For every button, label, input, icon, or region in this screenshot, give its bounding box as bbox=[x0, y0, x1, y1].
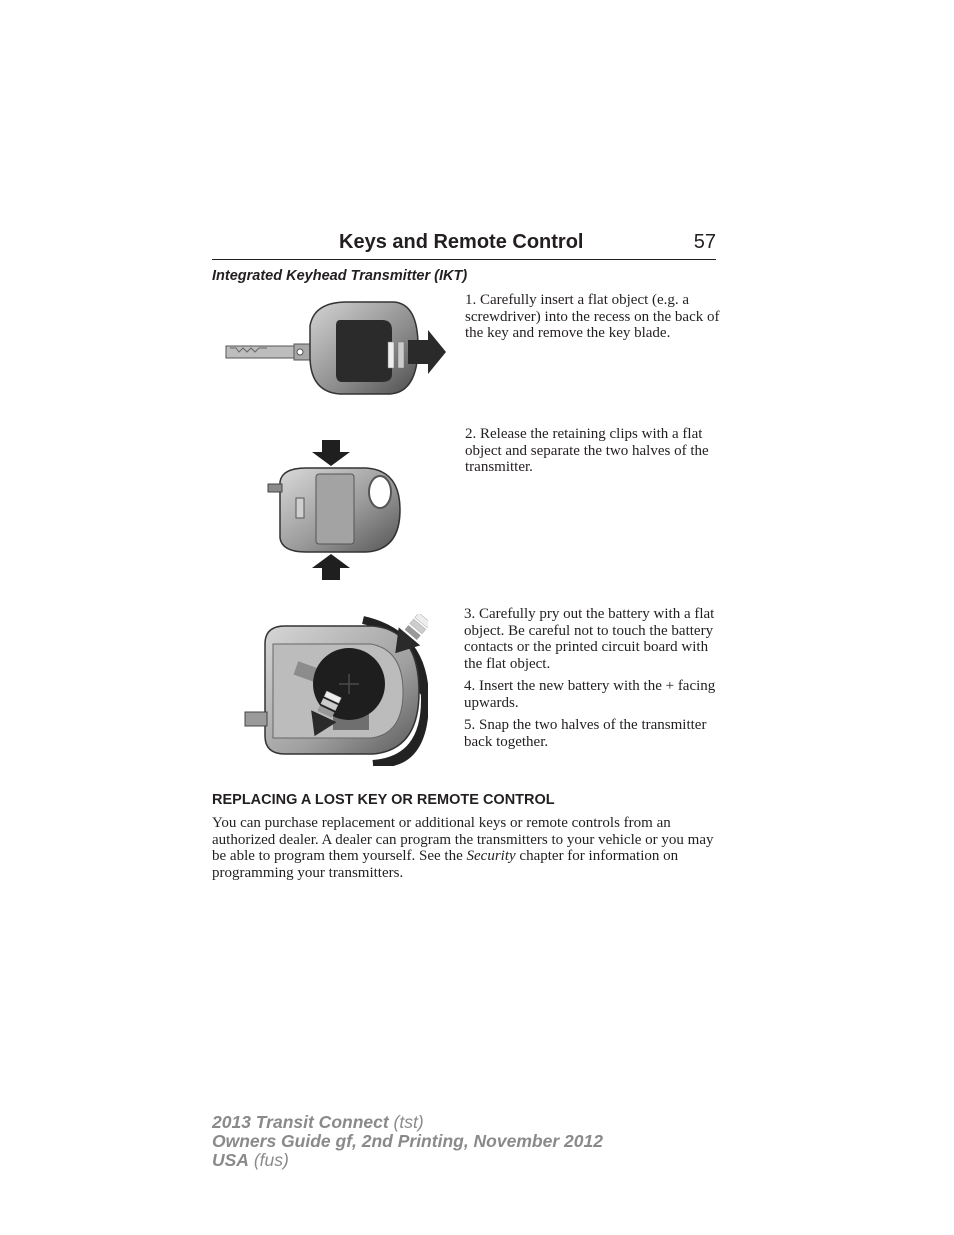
footer-line-3 bbox=[212, 1151, 603, 1170]
step-3: 3. Carefully pry out the battery with a flat object. Be careful not to touch the battery contacts or the printed circuit board with the flat object. bbox=[464, 606, 715, 672]
step-5: 5. Snap the two halves of the transmitter back together. bbox=[464, 717, 707, 750]
replacing-paragraph bbox=[212, 815, 717, 881]
page-title: Keys and Remote Control bbox=[339, 231, 584, 253]
footer-model: 2013 Transit Connect bbox=[212, 1112, 389, 1132]
replacing-text-after: chapter for information on programming your transmitters. bbox=[212, 848, 679, 881]
replacing-text-before: You can purchase replacement or additional keys or remote controls from an authorized dealer. A dealer can program the transmitters to your vehicle or you may be able to program them yourself. See the bbox=[212, 815, 714, 864]
battery-removal-figure bbox=[243, 614, 428, 766]
step-2: 2. Release the retaining clips with a flat object and separate the two halves of the transmitter. bbox=[465, 426, 709, 475]
footer-market: USA bbox=[212, 1150, 249, 1170]
page-footer bbox=[212, 1113, 603, 1170]
subheading: Integrated Keyhead Transmitter (IKT) bbox=[212, 268, 468, 284]
footer-model-code: (tst) bbox=[388, 1112, 424, 1132]
footer-market-code: (fus) bbox=[248, 1150, 289, 1170]
step-1: 1. Carefully insert a flat object (e.g. a screwdriver) into the recess on the back of the key and remove the key blade. bbox=[465, 292, 720, 341]
section-heading: REPLACING A LOST KEY OR REMOTE CONTROL bbox=[212, 792, 555, 808]
security-reference: Security bbox=[466, 848, 516, 864]
page-header bbox=[212, 229, 716, 260]
page-number: 57 bbox=[693, 231, 716, 253]
step-4: 4. Insert the new battery with the + facing upwards. bbox=[464, 678, 716, 711]
footer-guide: Owners Guide gf, 2nd Printing, November 2012 bbox=[212, 1131, 603, 1151]
key-blade-removal-figure bbox=[222, 296, 450, 400]
footer-line-1 bbox=[212, 1113, 603, 1132]
steps-3-5-text bbox=[464, 606, 719, 756]
step-2-text bbox=[465, 426, 720, 482]
step-1-text bbox=[465, 292, 720, 348]
transmitter-separation-figure bbox=[266, 440, 404, 580]
